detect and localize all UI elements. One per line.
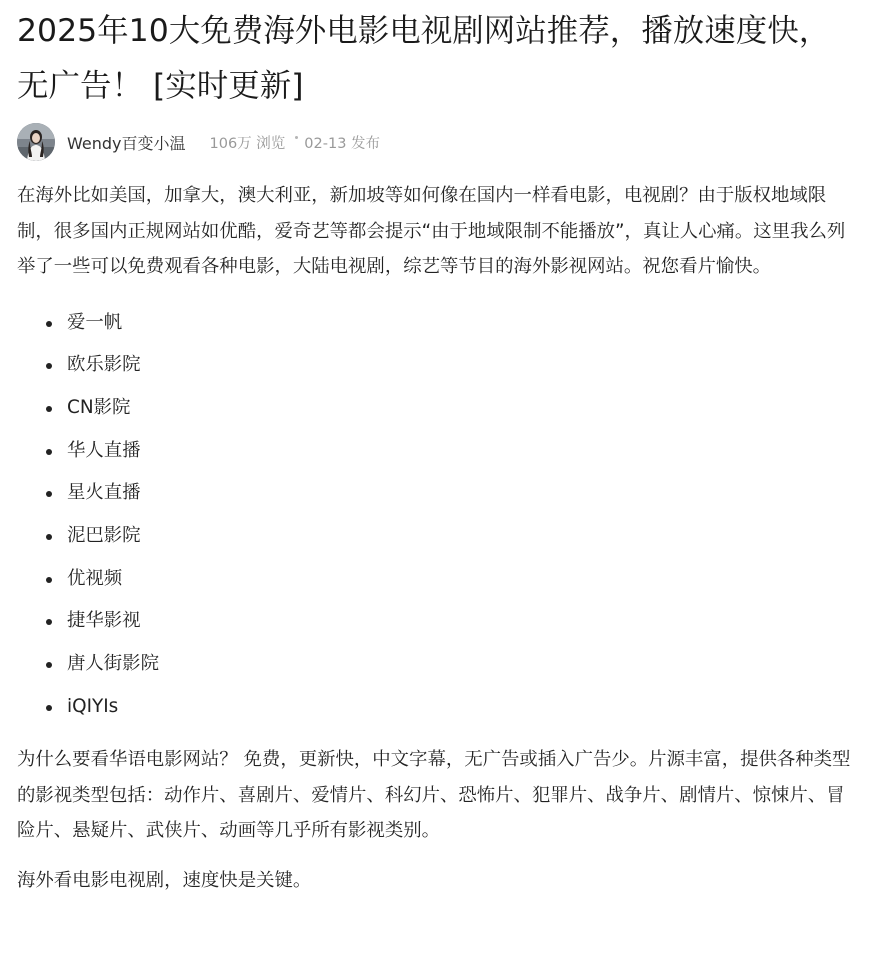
publish-date: 02-13 发布 xyxy=(304,135,381,152)
list-item: iQIYIs xyxy=(17,686,852,729)
author-avatar[interactable] xyxy=(17,123,55,161)
intro-paragraph: 在海外比如美国，加拿大，澳大利亚，新加坡等如何像在国内一样看电影，电视剧？由于版权地域限制，很多国内正规网站如优酷，爱奇艺等都会提示“由于地域限制不能播放”，真让人心痛。这里我么列举了一些可以免费观看各种电影，大陆电视剧，综艺等节目的海外影视网站。祝您看片愉快。 xyxy=(17,185,846,277)
list-item: 爱一帆 xyxy=(17,302,852,345)
user-avatar-icon xyxy=(17,123,55,161)
list-item: 华人直播 xyxy=(17,430,852,473)
article-title: 2025年10大免费海外电影电视剧网站推荐，播放速度快，无广告！ [实时更新] xyxy=(17,13,831,104)
view-count: 106万 浏览 xyxy=(209,135,286,152)
why-paragraph: 为什么要看华语电影网站？ 免费，更新快，中文字幕，无广告或插入广告少。片源丰富，提供各种类型的影视类型包括：动作片、喜剧片、爱情片、科幻片、恐怖片、犯罪片、战争片、剧情片、惊悚片、冒险片、悬疑片、武侠片、动画等几乎所有影视类别。 xyxy=(17,749,851,842)
article-stats xyxy=(210,132,381,153)
closing-paragraph: 海外看电影电视剧，速度快是关键。 xyxy=(17,869,312,891)
author-name[interactable]: Wendy百变小温 xyxy=(67,133,186,153)
site-list xyxy=(17,302,852,729)
list-item: 优视频 xyxy=(17,558,852,601)
article-meta xyxy=(17,122,852,162)
list-item: 泥巴影院 xyxy=(17,515,852,558)
separator-dot xyxy=(295,136,298,139)
list-item: 星火直播 xyxy=(17,472,852,515)
list-item: 欧乐影院 xyxy=(17,344,852,387)
list-item: 捷华影视 xyxy=(17,600,852,643)
list-item: 唐人街影院 xyxy=(17,643,852,686)
list-item: CN影院 xyxy=(17,387,852,430)
